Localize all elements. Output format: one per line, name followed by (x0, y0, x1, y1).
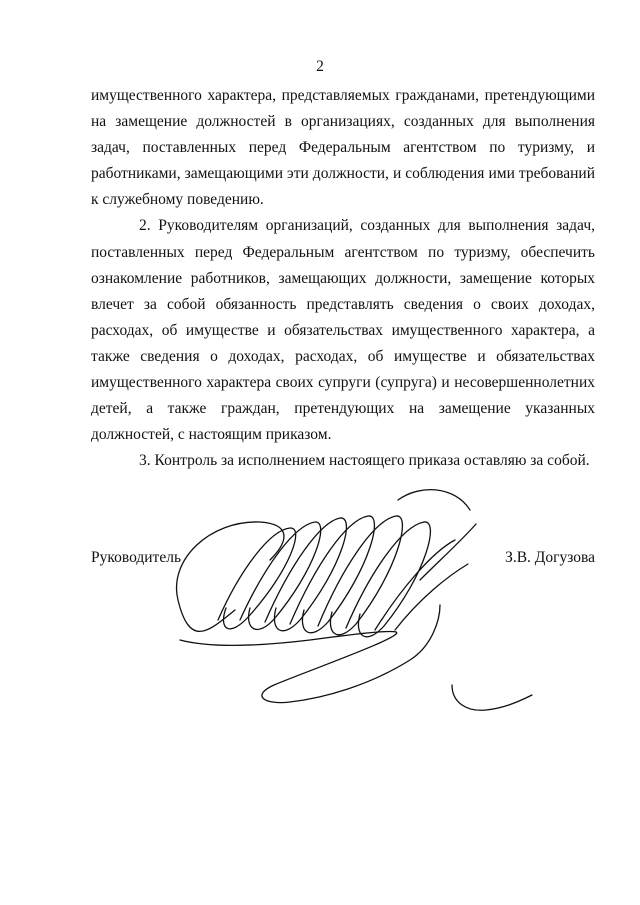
handwritten-signature (170, 480, 540, 730)
document-body (91, 83, 595, 474)
paragraph-item-3: 3. Контроль за исполнением настоящего приказа оставляю за собой. (139, 452, 590, 470)
signatory-position: Руководитель (91, 549, 182, 566)
paragraph-continuation: имущественного характера, представляемых гражданами, претендующими на замещение должностей в организациях, созданных для выполнения задач, поставленных перед Федеральным агентством по туризму, и работниками, замещающими эти должности, и соблюдения ими требований к служебному поведению. (91, 87, 595, 209)
paragraph-item-2: 2. Руководителям организаций, созданных для выполнения задач, поставленных перед Федеральным агентством по туризму, обеспечить ознакомление работников, замещающих должности, замещение которых влечет за собой обязанность представлять сведения о своих доходах, расходах, об имуществе и обязательствах имущественного характера, а также сведения о доходах, расходах, об имуществе и обязательствах имущественного характера своих супруги (супруга) и несовершеннолетних детей, а также граждан, претендующих на замещение указанных должностей, с настоящим приказом. (91, 217, 595, 444)
page-number: 2 (316, 58, 324, 75)
signatory-name: З.В. Догузова (505, 549, 595, 566)
